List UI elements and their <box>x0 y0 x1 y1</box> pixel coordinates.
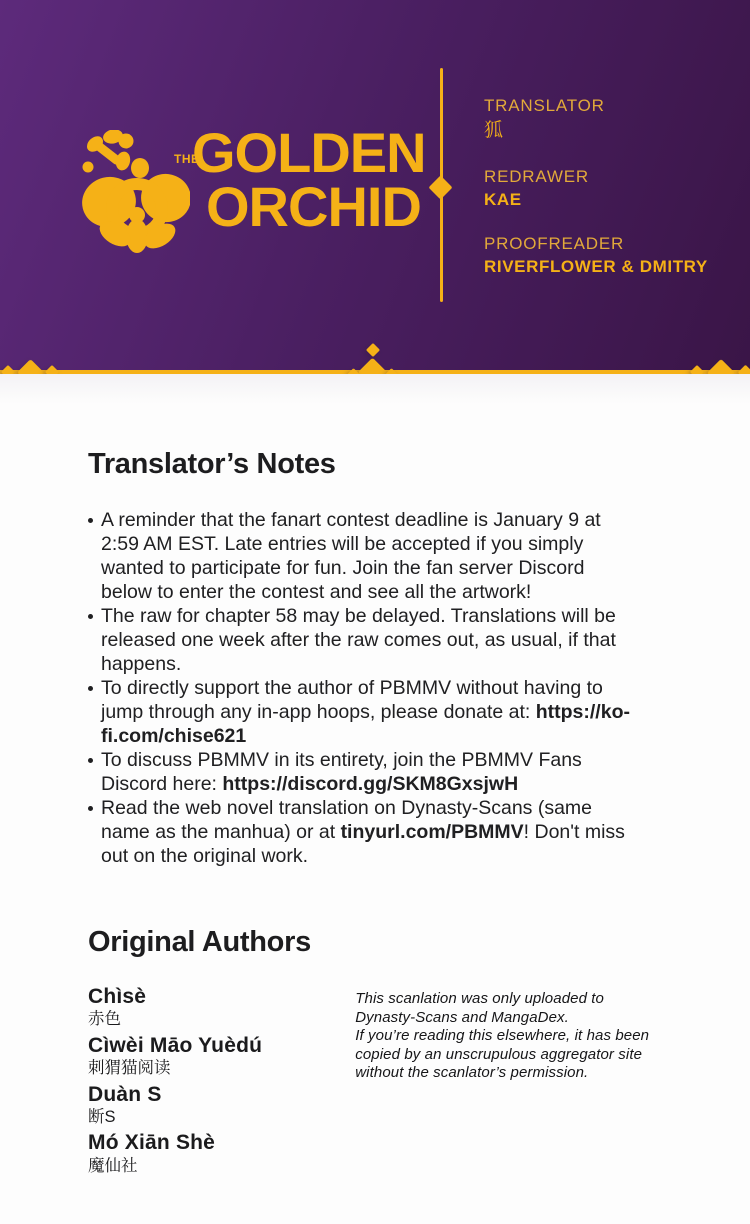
divider-diamond-icon <box>428 175 452 199</box>
note-item <box>88 676 640 748</box>
note-link-text: https://ko-fi.com/chise621 <box>101 701 630 747</box>
note-text: A reminder that the fanart contest deadline is January 9 at 2:59 AM EST. Late entries will be accepted if you simply wanted to participate for fun. Join the fan server Discord below to enter the contest and see all the artwork! <box>101 509 601 603</box>
credit-role-label: PROOFREADER <box>484 234 625 254</box>
author-cjk: 断S <box>88 1107 116 1126</box>
note-item <box>88 796 640 868</box>
logo-word-orchid: ORCHID <box>206 175 421 238</box>
author-cjk: 魔仙社 <box>88 1156 138 1175</box>
author-entry <box>88 984 355 1030</box>
authors-row <box>88 984 650 1179</box>
author-cjk: 刺猬猫阅读 <box>88 1059 171 1077</box>
author-pinyin: Mó Xiān Shè <box>88 1131 216 1155</box>
credit-entry <box>484 233 708 280</box>
disclaimer <box>355 984 650 1179</box>
credit-name: 狐 <box>484 120 504 142</box>
note-link-text: tinyurl.com/PBMMV <box>340 821 524 843</box>
author-cjk: 赤色 <box>88 1010 121 1029</box>
divider-line <box>440 68 443 302</box>
header-banner <box>0 0 750 371</box>
logo-wordmark <box>174 121 428 238</box>
credit-name: RIVERFLOWER & DMITRY <box>484 257 708 277</box>
credit-role-label: TRANSLATOR <box>484 96 605 115</box>
disclaimer-line: copied by an unscrupulous aggregator site <box>355 1045 643 1063</box>
author-entry <box>88 1130 355 1176</box>
author-entry <box>88 1033 355 1079</box>
note-item <box>88 604 640 676</box>
logo-word-golden: GOLDEN <box>192 121 426 184</box>
orchid-flower-icon <box>82 130 190 256</box>
note-text: The raw for chapter 58 may be delayed. Translations will be released one week after the raw comes out, as usual, if that happens. <box>101 605 616 675</box>
disclaimer-line: If you’re reading this elsewhere, it has been <box>355 1027 650 1044</box>
disclaimer-line: without the scanlator’s permission. <box>355 1064 589 1081</box>
credit-entry <box>484 166 708 213</box>
note-text: To discuss PBMMV in its entirety, join the PBMMV Fans Discord here: <box>101 749 582 795</box>
credit-entry <box>484 95 708 145</box>
note-link-text: https://discord.gg/SKM8GxsjwH <box>222 773 519 795</box>
note-text: To directly support the author of PBMMV without having to jump through any in-app hoops, please donate at: <box>101 677 603 723</box>
credit-name: KAE <box>484 189 522 209</box>
note-text: Read the web novel translation on Dynasty-Scans (same name as the manhua) or at <box>101 797 593 843</box>
original-authors-heading: Original Authors <box>88 926 311 958</box>
credits-list <box>484 95 708 301</box>
translators-notes-heading: Translator’s Notes <box>88 448 336 480</box>
note-item <box>88 748 640 796</box>
note-item <box>88 508 640 604</box>
author-pinyin: Chìsè <box>88 985 147 1008</box>
note-text: ! Don't miss out on the original work. <box>101 821 625 867</box>
disclaimer-line: Dynasty-Scans and MangaDex. <box>355 1008 569 1026</box>
author-pinyin: Duàn S <box>88 1082 162 1106</box>
logo-the-label: THE <box>174 152 200 166</box>
disclaimer-line: This scanlation was only uploaded to <box>355 990 604 1007</box>
author-entry <box>88 1082 355 1128</box>
authors-list <box>88 984 355 1179</box>
notes-list <box>88 508 640 868</box>
diamond-ornament <box>366 343 380 357</box>
golden-orchid-logo <box>82 121 427 256</box>
credit-role-label: REDRAWER <box>484 166 589 186</box>
body-content <box>0 374 750 1224</box>
author-pinyin: Cìwèi Māo Yuèdú <box>88 1033 263 1057</box>
